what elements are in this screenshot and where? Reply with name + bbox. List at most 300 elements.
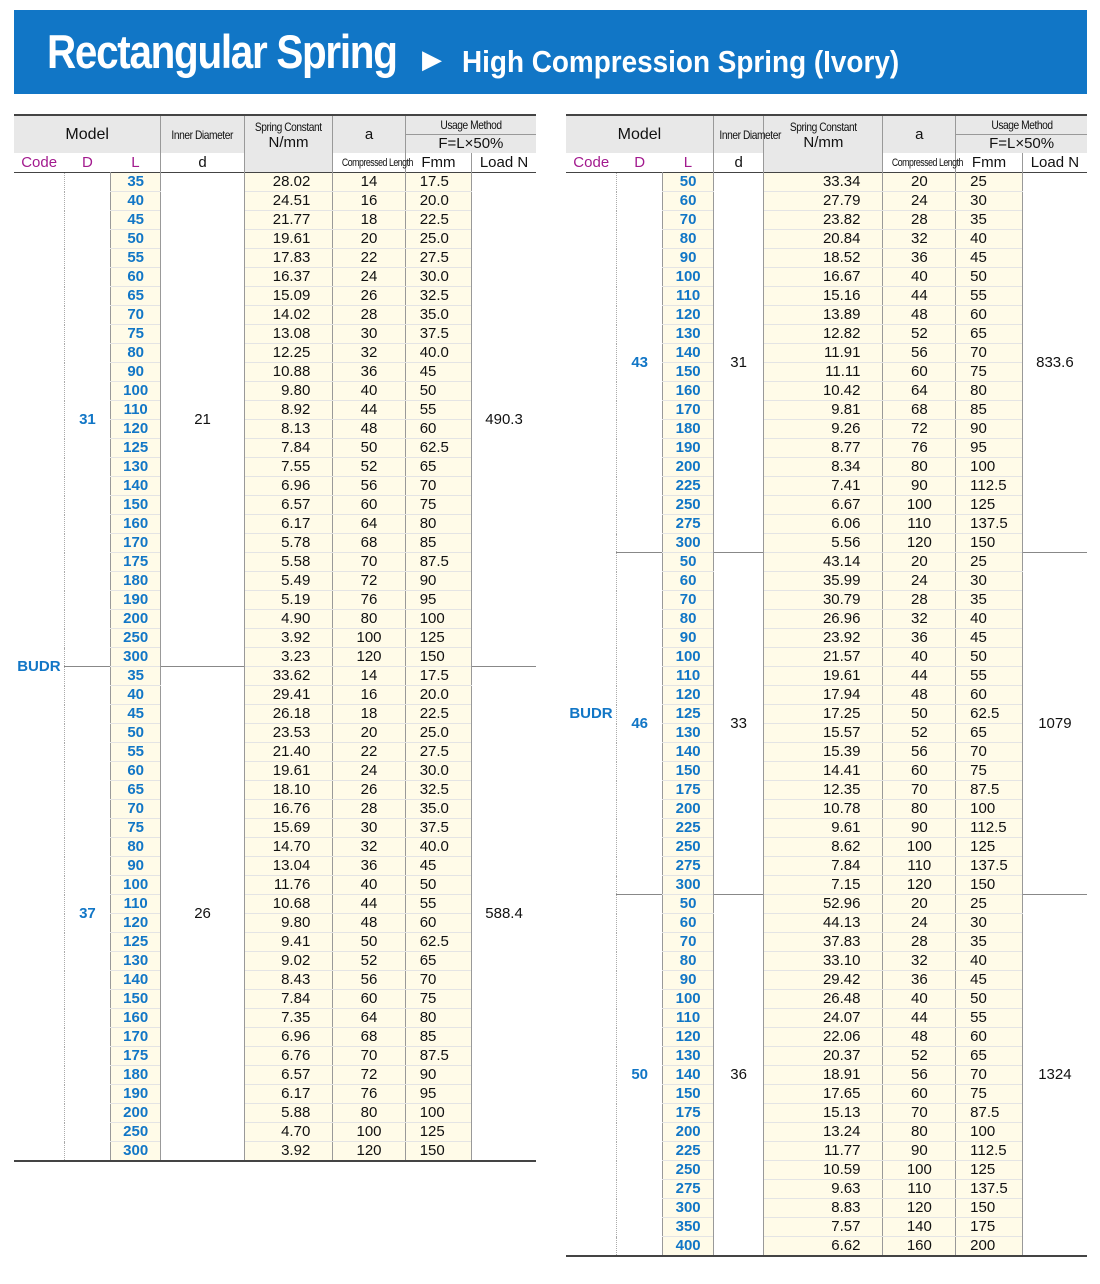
spring-constant-value: 11.76 <box>244 876 333 895</box>
spring-constant-value: 13.08 <box>244 325 333 344</box>
length-value: 250 <box>663 838 713 857</box>
title-banner <box>14 10 1087 94</box>
fmm-value: 175 <box>956 1218 1023 1237</box>
fmm-header: Fmm <box>956 153 1023 173</box>
spring-constant-value: 9.80 <box>244 914 333 933</box>
fmm-value: 27.5 <box>405 249 471 268</box>
fmm-value: 37.5 <box>405 325 471 344</box>
length-value: 275 <box>663 515 713 534</box>
fmm-value: 37.5 <box>405 819 471 838</box>
compressed-length-value: 48 <box>333 914 405 933</box>
length-value: 90 <box>663 629 713 648</box>
length-value: 70 <box>663 933 713 952</box>
compressed-length-value: 140 <box>883 1218 956 1237</box>
spring-constant-value: 7.84 <box>764 857 883 876</box>
spring-constant-header <box>764 115 883 153</box>
header-row <box>14 115 536 135</box>
spec-table-right <box>566 114 1087 1257</box>
fmm-value: 50 <box>956 990 1023 1009</box>
compressed-length-value: 70 <box>333 1047 405 1066</box>
compressed-length-value: 160 <box>883 1237 956 1257</box>
compressed-length-label: Compressed Length <box>892 157 964 169</box>
compressed-length-value: 80 <box>333 1104 405 1123</box>
fmm-value: 55 <box>405 895 471 914</box>
spring-constant-value: 9.63 <box>764 1180 883 1199</box>
spring-constant-value: 6.06 <box>764 515 883 534</box>
spring-constant-value: 6.17 <box>244 515 333 534</box>
length-value: 175 <box>663 781 713 800</box>
fmm-value: 150 <box>956 1199 1023 1218</box>
length-value: 250 <box>663 1161 713 1180</box>
compressed-length-value: 40 <box>883 268 956 287</box>
length-value: 200 <box>663 1123 713 1142</box>
fmm-value: 60 <box>405 420 471 439</box>
spring-constant-value: 6.76 <box>244 1047 333 1066</box>
length-value: 170 <box>111 1028 161 1047</box>
spring-constant-value: 7.35 <box>244 1009 333 1028</box>
compressed-length-value: 44 <box>333 895 405 914</box>
spring-constant-value: 6.96 <box>244 1028 333 1047</box>
fmm-value: 35 <box>956 211 1023 230</box>
model-code: BUDR <box>566 173 616 1257</box>
fmm-value: 87.5 <box>405 553 471 572</box>
fmm-value: 95 <box>405 591 471 610</box>
fmm-value: 17.5 <box>405 667 471 686</box>
spring-constant-value: 27.79 <box>764 192 883 211</box>
length-value: 90 <box>111 363 161 382</box>
usage-method-header <box>956 115 1087 135</box>
spring-constant-value: 3.92 <box>244 1142 333 1162</box>
compressed-length-value: 32 <box>883 230 956 249</box>
compressed-length-value: 52 <box>333 458 405 477</box>
compressed-length-value: 70 <box>883 1104 956 1123</box>
length-value: 150 <box>663 1085 713 1104</box>
compressed-length-value: 70 <box>333 553 405 572</box>
length-value: 80 <box>111 838 161 857</box>
compressed-length-value: 22 <box>333 249 405 268</box>
fmm-value: 20.0 <box>405 192 471 211</box>
inner-diameter: 21 <box>161 173 244 667</box>
compressed-length-value: 18 <box>333 705 405 724</box>
compressed-length-value: 36 <box>333 363 405 382</box>
length-value: 180 <box>111 572 161 591</box>
compressed-length-value: 14 <box>333 173 405 192</box>
inner-diameter-label: Inner Diameter <box>719 127 781 142</box>
fmm-value: 112.5 <box>956 477 1023 496</box>
compressed-length-value: 16 <box>333 192 405 211</box>
header-row <box>566 115 1087 135</box>
spring-constant-value: 8.77 <box>764 439 883 458</box>
fmm-value: 80 <box>405 515 471 534</box>
inner-diameter: 36 <box>713 895 763 1257</box>
compressed-length-value: 36 <box>883 971 956 990</box>
length-value: 180 <box>111 1066 161 1085</box>
compressed-length-value: 72 <box>333 1066 405 1085</box>
fmm-value: 45 <box>956 629 1023 648</box>
spring-constant-value: 3.23 <box>244 648 333 667</box>
compressed-length-value: 52 <box>883 1047 956 1066</box>
page-subtitle: High Compression Spring (Ivory) <box>462 44 900 79</box>
compressed-length-value: 60 <box>333 990 405 1009</box>
length-value: 225 <box>663 819 713 838</box>
spring-constant-value: 6.57 <box>244 1066 333 1085</box>
spring-constant-value: 22.06 <box>764 1028 883 1047</box>
fmm-value: 95 <box>405 1085 471 1104</box>
compressed-length-value: 28 <box>333 306 405 325</box>
spring-constant-value: 21.77 <box>244 211 333 230</box>
fmm-value: 40.0 <box>405 838 471 857</box>
compressed-length-value: 50 <box>883 705 956 724</box>
compressed-length-value: 24 <box>333 268 405 287</box>
spring-constant-value: 5.88 <box>244 1104 333 1123</box>
compressed-length-label: Compressed Length <box>342 157 414 169</box>
spring-constant-value: 35.99 <box>764 572 883 591</box>
compressed-length-value: 24 <box>333 762 405 781</box>
fmm-value: 60 <box>956 1028 1023 1047</box>
compressed-length-value: 40 <box>883 990 956 1009</box>
length-value: 90 <box>663 971 713 990</box>
fmm-value: 30 <box>956 572 1023 591</box>
length-value: 225 <box>663 1142 713 1161</box>
compressed-length-value: 24 <box>883 914 956 933</box>
length-value: 130 <box>663 724 713 743</box>
length-value: 60 <box>663 914 713 933</box>
compressed-length-value: 80 <box>883 1123 956 1142</box>
fmm-value: 125 <box>956 496 1023 515</box>
compressed-length-value: 68 <box>333 1028 405 1047</box>
spring-constant-value: 52.96 <box>764 895 883 914</box>
inner-diameter-label: Inner Diameter <box>171 127 234 142</box>
compressed-length-value: 26 <box>333 287 405 306</box>
spec-table-left <box>14 114 536 1162</box>
fmm-value: 50 <box>956 648 1023 667</box>
fmm-value: 87.5 <box>956 781 1023 800</box>
length-value: 200 <box>663 800 713 819</box>
fmm-value: 75 <box>956 1085 1023 1104</box>
spring-constant-value: 23.53 <box>244 724 333 743</box>
fmm-value: 90 <box>405 1066 471 1085</box>
compressed-length-value: 16 <box>333 686 405 705</box>
inner-diameter-header <box>161 115 244 153</box>
fmm-value: 25.0 <box>405 230 471 249</box>
spring-constant-value: 23.92 <box>764 629 883 648</box>
length-value: 110 <box>663 667 713 686</box>
length-value: 275 <box>663 1180 713 1199</box>
spring-constant-subheader <box>764 153 883 173</box>
fmm-value: 100 <box>956 458 1023 477</box>
code-header: Code <box>21 153 58 171</box>
length-value: 160 <box>111 515 161 534</box>
length-value: 250 <box>111 629 161 648</box>
length-value: 175 <box>111 553 161 572</box>
fmm-value: 137.5 <box>956 1180 1023 1199</box>
compressed-length-value: 22 <box>333 743 405 762</box>
a-header: a <box>333 115 405 153</box>
spring-constant-value: 9.02 <box>244 952 333 971</box>
compressed-length-value: 80 <box>333 610 405 629</box>
compressed-length-value: 44 <box>333 401 405 420</box>
length-value: 125 <box>663 705 713 724</box>
spring-constant-value: 15.09 <box>244 287 333 306</box>
spring-constant-value: 33.34 <box>764 173 883 192</box>
length-value: 35 <box>111 667 161 686</box>
length-value: 275 <box>663 857 713 876</box>
load-header: Load N <box>1030 153 1080 171</box>
fmm-value: 85 <box>405 1028 471 1047</box>
length-value: 150 <box>663 762 713 781</box>
length-value: 120 <box>663 1028 713 1047</box>
fmm-value: 62.5 <box>956 705 1023 724</box>
length-value: 140 <box>663 1066 713 1085</box>
length-value: 80 <box>663 952 713 971</box>
length-value: 70 <box>663 211 713 230</box>
compressed-length-value: 14 <box>333 667 405 686</box>
compressed-length-value: 64 <box>883 382 956 401</box>
d-header: d <box>161 153 244 173</box>
spring-constant-value: 18.10 <box>244 781 333 800</box>
length-value: 120 <box>111 914 161 933</box>
inner-diameter-header <box>713 115 781 153</box>
fmm-value: 40 <box>956 230 1023 249</box>
fmm-value: 112.5 <box>956 1142 1023 1161</box>
compressed-length-value: 32 <box>883 952 956 971</box>
compressed-length-value: 90 <box>883 1142 956 1161</box>
fmm-value: 25.0 <box>405 724 471 743</box>
length-value: 110 <box>663 1009 713 1028</box>
compressed-length-value: 20 <box>333 230 405 249</box>
fmm-value: 45 <box>405 857 471 876</box>
compressed-length-value: 26 <box>333 781 405 800</box>
length-value: 140 <box>663 344 713 363</box>
fmm-value: 50 <box>405 382 471 401</box>
spring-constant-value: 10.59 <box>764 1161 883 1180</box>
spring-constant-value: 7.41 <box>764 477 883 496</box>
compressed-length-value: 32 <box>333 344 405 363</box>
spring-constant-value: 12.82 <box>764 325 883 344</box>
spring-constant-value: 5.56 <box>764 534 883 553</box>
spring-constant-value: 26.18 <box>244 705 333 724</box>
spring-constant-value: 5.78 <box>244 534 333 553</box>
length-value: 70 <box>111 800 161 819</box>
formula-header: F=L×50% <box>405 135 536 154</box>
fmm-value: 90 <box>956 420 1023 439</box>
spring-constant-value: 20.84 <box>764 230 883 249</box>
spring-constant-value: 10.42 <box>764 382 883 401</box>
fmm-value: 55 <box>956 1009 1023 1028</box>
compressed-length-value: 56 <box>333 477 405 496</box>
length-value: 65 <box>111 287 161 306</box>
compressed-length-value: 120 <box>883 1199 956 1218</box>
compressed-length-value: 56 <box>333 971 405 990</box>
length-value: 130 <box>111 458 161 477</box>
length-value: 400 <box>663 1237 713 1257</box>
spring-constant-value: 13.89 <box>764 306 883 325</box>
spring-constant-value: 14.02 <box>244 306 333 325</box>
fmm-value: 100 <box>405 610 471 629</box>
spring-constant-value: 12.35 <box>764 781 883 800</box>
fmm-value: 25 <box>956 895 1023 914</box>
outer-diameter: 37 <box>64 667 110 1162</box>
spring-constant-value: 8.34 <box>764 458 883 477</box>
load-value: 490.3 <box>472 173 536 667</box>
spring-constant-value: 15.69 <box>244 819 333 838</box>
fmm-value: 100 <box>956 800 1023 819</box>
spring-constant-value: 7.15 <box>764 876 883 895</box>
compressed-length-value: 120 <box>883 876 956 895</box>
length-value: 225 <box>663 477 713 496</box>
fmm-value: 95 <box>956 439 1023 458</box>
spring-constant-value: 5.19 <box>244 591 333 610</box>
length-value: 300 <box>663 876 713 895</box>
table-row <box>14 667 536 686</box>
fmm-value: 25 <box>956 553 1023 572</box>
fmm-value: 60 <box>956 686 1023 705</box>
spring-constant-value: 33.62 <box>244 667 333 686</box>
spring-constant-value: 4.70 <box>244 1123 333 1142</box>
compressed-length-value: 28 <box>883 933 956 952</box>
length-value: 170 <box>111 534 161 553</box>
formula-header: F=L×50% <box>956 135 1087 154</box>
spring-constant-value: 15.16 <box>764 287 883 306</box>
spring-constant-value: 6.17 <box>244 1085 333 1104</box>
length-value: 75 <box>111 819 161 838</box>
spring-constant-value: 14.70 <box>244 838 333 857</box>
compressed-length-value: 50 <box>333 439 405 458</box>
length-value: 250 <box>111 1123 161 1142</box>
compressed-length-value: 60 <box>883 363 956 382</box>
compressed-length-value: 56 <box>883 1066 956 1085</box>
length-value: 160 <box>663 382 713 401</box>
fmm-value: 50 <box>956 268 1023 287</box>
spring-constant-value: 15.13 <box>764 1104 883 1123</box>
fmm-value: 150 <box>956 876 1023 895</box>
fmm-value: 30.0 <box>405 268 471 287</box>
length-value: 200 <box>663 458 713 477</box>
fmm-value: 87.5 <box>405 1047 471 1066</box>
D-header: D <box>81 153 93 171</box>
fmm-value: 62.5 <box>405 439 471 458</box>
length-value: 100 <box>111 876 161 895</box>
length-value: 80 <box>111 344 161 363</box>
spring-constant-label: Spring Constant <box>255 119 322 134</box>
spring-constant-value: 7.84 <box>244 990 333 1009</box>
spring-constant-value: 16.76 <box>244 800 333 819</box>
compressed-length-value: 44 <box>883 1009 956 1028</box>
length-value: 45 <box>111 705 161 724</box>
compressed-length-value: 24 <box>883 192 956 211</box>
spring-constant-value: 19.61 <box>764 667 883 686</box>
length-value: 100 <box>663 268 713 287</box>
fmm-value: 100 <box>956 1123 1023 1142</box>
compressed-length-value: 72 <box>883 420 956 439</box>
compressed-length-value: 64 <box>333 1009 405 1028</box>
spring-constant-value: 30.79 <box>764 591 883 610</box>
spring-constant-value: 21.57 <box>764 648 883 667</box>
length-value: 100 <box>663 990 713 1009</box>
table-row <box>566 173 1087 192</box>
table-row <box>14 173 536 192</box>
fmm-value: 65 <box>956 724 1023 743</box>
fmm-value: 125 <box>405 1123 471 1142</box>
spring-constant-value: 7.57 <box>764 1218 883 1237</box>
compressed-length-value: 48 <box>883 306 956 325</box>
spring-constant-value: 26.96 <box>764 610 883 629</box>
length-value: 50 <box>111 230 161 249</box>
length-value: 200 <box>111 1104 161 1123</box>
compressed-length-value: 76 <box>333 591 405 610</box>
compressed-length-value: 28 <box>333 800 405 819</box>
spring-constant-value: 33.10 <box>764 952 883 971</box>
table-row <box>566 553 1087 572</box>
spring-constant-value: 44.13 <box>764 914 883 933</box>
compressed-length-value: 52 <box>883 325 956 344</box>
length-value: 300 <box>663 534 713 553</box>
length-value: 75 <box>111 325 161 344</box>
compressed-length-value: 100 <box>883 1161 956 1180</box>
fmm-value: 150 <box>405 1142 471 1162</box>
fmm-value: 40 <box>956 952 1023 971</box>
length-value: 150 <box>111 990 161 1009</box>
length-value: 150 <box>663 363 713 382</box>
spring-constant-value: 7.84 <box>244 439 333 458</box>
length-value: 175 <box>111 1047 161 1066</box>
spring-constant-value: 9.61 <box>764 819 883 838</box>
compressed-length-value: 18 <box>333 211 405 230</box>
compressed-length-value: 76 <box>333 1085 405 1104</box>
compressed-length-value: 36 <box>333 857 405 876</box>
compressed-length-header <box>333 153 414 173</box>
spring-constant-value: 8.43 <box>244 971 333 990</box>
fmm-value: 125 <box>956 838 1023 857</box>
compressed-length-value: 90 <box>883 819 956 838</box>
spring-constant-value: 16.37 <box>244 268 333 287</box>
usage-method-label: Usage Method <box>440 118 502 132</box>
spring-constant-value: 15.39 <box>764 743 883 762</box>
fmm-value: 65 <box>405 458 471 477</box>
fmm-value: 75 <box>956 762 1023 781</box>
fmm-value: 25 <box>956 173 1023 192</box>
compressed-length-value: 100 <box>883 838 956 857</box>
spring-constant-value: 9.41 <box>244 933 333 952</box>
compressed-length-value: 60 <box>333 496 405 515</box>
compressed-length-value: 80 <box>883 800 956 819</box>
inner-diameter: 33 <box>713 553 763 895</box>
fmm-value: 32.5 <box>405 287 471 306</box>
header-row <box>566 153 1087 173</box>
spring-constant-value: 5.58 <box>244 553 333 572</box>
spring-constant-value: 14.41 <box>764 762 883 781</box>
load-value: 1079 <box>1022 553 1087 895</box>
spring-constant-value: 10.68 <box>244 895 333 914</box>
fmm-value: 65 <box>956 1047 1023 1066</box>
compressed-length-value: 20 <box>333 724 405 743</box>
compressed-length-value: 20 <box>883 173 956 192</box>
compressed-length-value: 56 <box>883 743 956 762</box>
fmm-value: 40.0 <box>405 344 471 363</box>
fmm-value: 22.5 <box>405 705 471 724</box>
spring-constant-value: 5.49 <box>244 572 333 591</box>
fmm-value: 32.5 <box>405 781 471 800</box>
fmm-value: 125 <box>405 629 471 648</box>
spring-constant-value: 20.37 <box>764 1047 883 1066</box>
spring-constant-value: 18.52 <box>764 249 883 268</box>
length-value: 100 <box>663 648 713 667</box>
compressed-length-value: 120 <box>333 1142 405 1162</box>
compressed-length-value: 30 <box>333 325 405 344</box>
outer-diameter: 46 <box>616 553 662 895</box>
fmm-value: 75 <box>405 496 471 515</box>
d-header: d <box>713 153 763 173</box>
